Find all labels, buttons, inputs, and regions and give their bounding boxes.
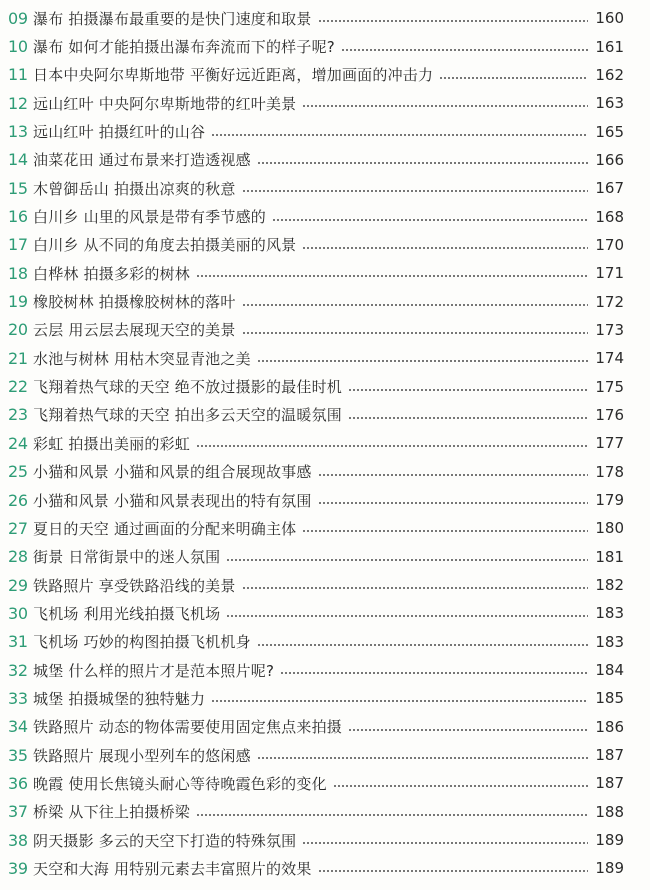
toc-entry-page-number: 181	[595, 547, 624, 566]
toc-entry[interactable]	[8, 656, 624, 684]
toc-entry-number: 12	[8, 93, 28, 113]
toc-entry-number: 22	[8, 377, 28, 397]
toc-entry-page-number: 182	[595, 576, 624, 595]
toc-entry[interactable]	[8, 117, 624, 145]
toc-entry[interactable]	[8, 372, 624, 400]
toc-entry[interactable]	[8, 401, 624, 429]
toc-entry-number: 28	[8, 547, 28, 567]
toc-entry-number: 24	[8, 433, 28, 453]
toc-entry-title: 街景 日常街景中的迷人氛围	[33, 548, 221, 567]
toc-entry-title: 木曾御岳山 拍摄出凉爽的秋意	[33, 179, 236, 198]
toc-entry-number: 14	[8, 150, 28, 170]
dot-leader	[257, 748, 588, 762]
dot-leader	[348, 408, 588, 422]
toc-entry-title: 远山红叶 中央阿尔卑斯地带的红叶美景	[33, 94, 297, 113]
toc-entry-page-number: 174	[595, 349, 624, 368]
toc-entry-title: 白桦林 拍摄多彩的树林	[33, 264, 190, 283]
toc-entry-page-number: 185	[595, 689, 624, 708]
toc-entry-number: 32	[8, 660, 28, 680]
toc-entry-title: 飞机场 利用光线拍摄飞机场	[33, 604, 221, 623]
toc-entry[interactable]	[8, 89, 624, 117]
toc-entry-number: 29	[8, 575, 28, 595]
toc-entry-number: 10	[8, 37, 28, 57]
toc-entry-number: 23	[8, 405, 28, 425]
toc-entry-page-number: 180	[595, 519, 624, 538]
toc-entry-page-number: 177	[595, 434, 624, 453]
toc-entry[interactable]	[8, 741, 624, 769]
toc-entry-title: 飞翔着热气球的天空 绝不放过摄影的最佳时机	[33, 378, 342, 397]
toc-entry[interactable]	[8, 344, 624, 372]
toc-entry-title: 白川乡 山里的风景是带有季节感的	[33, 208, 266, 227]
toc-entry[interactable]	[8, 854, 624, 882]
toc-entry-page-number: 187	[595, 746, 624, 765]
toc-entry-number: 27	[8, 518, 28, 538]
toc-entry-number: 15	[8, 178, 28, 198]
dot-leader	[439, 68, 588, 82]
toc-entry-page-number: 175	[595, 377, 624, 396]
toc-entry-number: 21	[8, 348, 28, 368]
toc-entry-number: 13	[8, 122, 28, 142]
toc-entry-page-number: 160	[595, 9, 624, 28]
toc-entry-title: 小猫和风景 小猫和风景的组合展现故事感	[33, 463, 312, 482]
toc-entry-number: 33	[8, 688, 28, 708]
toc-entry-number: 31	[8, 632, 28, 652]
toc-entry-number: 38	[8, 830, 28, 850]
toc-entry-number: 25	[8, 462, 28, 482]
table-of-contents	[8, 4, 624, 883]
toc-entry[interactable]	[8, 429, 624, 457]
toc-entry-number: 09	[8, 8, 28, 28]
toc-entry[interactable]	[8, 514, 624, 542]
toc-entry-title: 晚霞 使用长焦镜头耐心等待晚霞色彩的变化	[33, 774, 327, 793]
dot-leader	[348, 720, 588, 734]
dot-leader	[280, 663, 588, 677]
toc-entry-page-number: 183	[595, 632, 624, 651]
toc-entry-page-number: 179	[595, 491, 624, 510]
dot-leader	[242, 578, 588, 592]
dot-leader	[318, 493, 588, 507]
dot-leader	[318, 11, 588, 25]
dot-leader	[272, 210, 588, 224]
dot-leader	[318, 465, 588, 479]
toc-entry-page-number: 178	[595, 462, 624, 481]
toc-entry-number: 35	[8, 745, 28, 765]
dot-leader	[211, 125, 588, 139]
toc-entry-title: 夏日的天空 通过画面的分配来明确主体	[33, 519, 297, 538]
toc-entry-page-number: 162	[595, 65, 624, 84]
toc-entry-title: 城堡 什么样的照片才是范本照片呢?	[33, 661, 275, 680]
toc-entry[interactable]	[8, 826, 624, 854]
toc-entry-number: 19	[8, 292, 28, 312]
toc-entry[interactable]	[8, 174, 624, 202]
toc-entry-title: 飞机场 巧妙的构图拍摄飞机机身	[33, 633, 251, 652]
toc-entry-page-number: 166	[595, 150, 624, 169]
dot-leader	[196, 266, 588, 280]
toc-entry-number: 11	[8, 65, 28, 85]
toc-entry[interactable]	[8, 543, 624, 571]
toc-entry-page-number: 167	[595, 179, 624, 198]
dot-leader	[211, 691, 588, 705]
toc-entry-title: 阴天摄影 多云的天空下打造的特殊氛围	[33, 831, 297, 850]
toc-entry-number: 18	[8, 263, 28, 283]
toc-entry[interactable]	[8, 599, 624, 627]
toc-entry-page-number: 189	[595, 859, 624, 878]
toc-entry-page-number: 161	[595, 37, 624, 56]
dot-leader	[242, 181, 588, 195]
toc-entry-page-number: 172	[595, 292, 624, 311]
dot-leader	[196, 805, 588, 819]
toc-entry-page-number: 173	[595, 320, 624, 339]
dot-leader	[242, 323, 588, 337]
toc-entry-title: 铁路照片 动态的物体需要使用固定焦点来拍摄	[33, 718, 342, 737]
toc-entry-title: 水池与树林 用枯木突显青池之美	[33, 349, 251, 368]
toc-entry-title: 城堡 拍摄城堡的独特魅力	[33, 689, 206, 708]
toc-entry-page-number: 165	[595, 122, 624, 141]
toc-entry-title: 彩虹 拍摄出美丽的彩虹	[33, 434, 190, 453]
dot-leader	[302, 521, 588, 535]
toc-entry-title: 桥梁 从下往上拍摄桥梁	[33, 803, 190, 822]
toc-entry-page-number: 183	[595, 604, 624, 623]
toc-entry-title: 白川乡 从不同的角度去拍摄美丽的风景	[33, 236, 297, 255]
dot-leader	[302, 96, 588, 110]
toc-entry-number: 16	[8, 207, 28, 227]
toc-entry-page-number: 163	[595, 94, 624, 113]
dot-leader	[257, 153, 588, 167]
toc-entry-page-number: 170	[595, 235, 624, 254]
toc-entry[interactable]	[8, 798, 624, 826]
toc-entry[interactable]	[8, 4, 624, 32]
toc-entry[interactable]	[8, 486, 624, 514]
toc-entry-number: 37	[8, 802, 28, 822]
dot-leader	[333, 776, 588, 790]
toc-entry-title: 瀑布 如何才能拍摄出瀑布奔流而下的样子呢?	[33, 38, 335, 57]
toc-entry-title: 天空和大海 用特别元素去丰富照片的效果	[33, 859, 312, 878]
toc-entry-number: 20	[8, 320, 28, 340]
toc-entry-number: 17	[8, 235, 28, 255]
toc-entry-title: 橡胶树林 拍摄橡胶树林的落叶	[33, 293, 236, 312]
toc-entry[interactable]	[8, 202, 624, 230]
toc-entry[interactable]	[8, 458, 624, 486]
toc-entry-title: 铁路照片 享受铁路沿线的美景	[33, 576, 236, 595]
dot-leader	[242, 295, 588, 309]
toc-entry-page-number: 176	[595, 405, 624, 424]
toc-entry-number: 36	[8, 773, 28, 793]
toc-entry[interactable]	[8, 628, 624, 656]
dot-leader	[341, 40, 588, 54]
dot-leader	[226, 606, 588, 620]
toc-entry-title: 飞翔着热气球的天空 拍出多云天空的温暖氛围	[33, 406, 342, 425]
toc-entry[interactable]	[8, 231, 624, 259]
toc-entry-title: 小猫和风景 小猫和风景表现出的特有氛围	[33, 491, 312, 510]
toc-entry-title: 油菜花田 通过布景来打造透视感	[33, 151, 251, 170]
dot-leader	[257, 351, 588, 365]
dot-leader	[348, 380, 588, 394]
toc-entry[interactable]	[8, 713, 624, 741]
toc-entry[interactable]	[8, 61, 624, 89]
toc-entry-page-number: 186	[595, 717, 624, 736]
toc-entry-number: 39	[8, 858, 28, 878]
toc-entry[interactable]	[8, 316, 624, 344]
toc-entry-page-number: 168	[595, 207, 624, 226]
toc-entry-title: 远山红叶 拍摄红叶的山谷	[33, 123, 206, 142]
toc-entry-page-number: 184	[595, 661, 624, 680]
dot-leader	[196, 436, 588, 450]
dot-leader	[318, 861, 588, 875]
toc-entry[interactable]	[8, 259, 624, 287]
toc-entry-page-number: 171	[595, 264, 624, 283]
toc-entry-number: 26	[8, 490, 28, 510]
toc-entry[interactable]	[8, 684, 624, 712]
toc-entry-title: 铁路照片 展现小型列车的悠闲感	[33, 746, 251, 765]
toc-entry-number: 34	[8, 717, 28, 737]
toc-entry-page-number: 187	[595, 774, 624, 793]
toc-entry-title: 日本中央阿尔卑斯地带 平衡好远近距离，增加画面的冲击力	[33, 66, 434, 85]
dot-leader	[257, 635, 588, 649]
toc-entry[interactable]	[8, 146, 624, 174]
toc-entry-number: 30	[8, 603, 28, 623]
toc-entry[interactable]	[8, 32, 624, 60]
toc-entry[interactable]	[8, 769, 624, 797]
toc-entry[interactable]	[8, 571, 624, 599]
dot-leader	[302, 238, 588, 252]
toc-entry-page-number: 188	[595, 802, 624, 821]
toc-entry-page-number: 189	[595, 831, 624, 850]
toc-entry-title: 瀑布 拍摄瀑布最重要的是快门速度和取景	[33, 9, 312, 28]
dot-leader	[302, 833, 588, 847]
toc-entry-title: 云层 用云层去展现天空的美景	[33, 321, 236, 340]
dot-leader	[226, 550, 588, 564]
toc-entry[interactable]	[8, 287, 624, 315]
